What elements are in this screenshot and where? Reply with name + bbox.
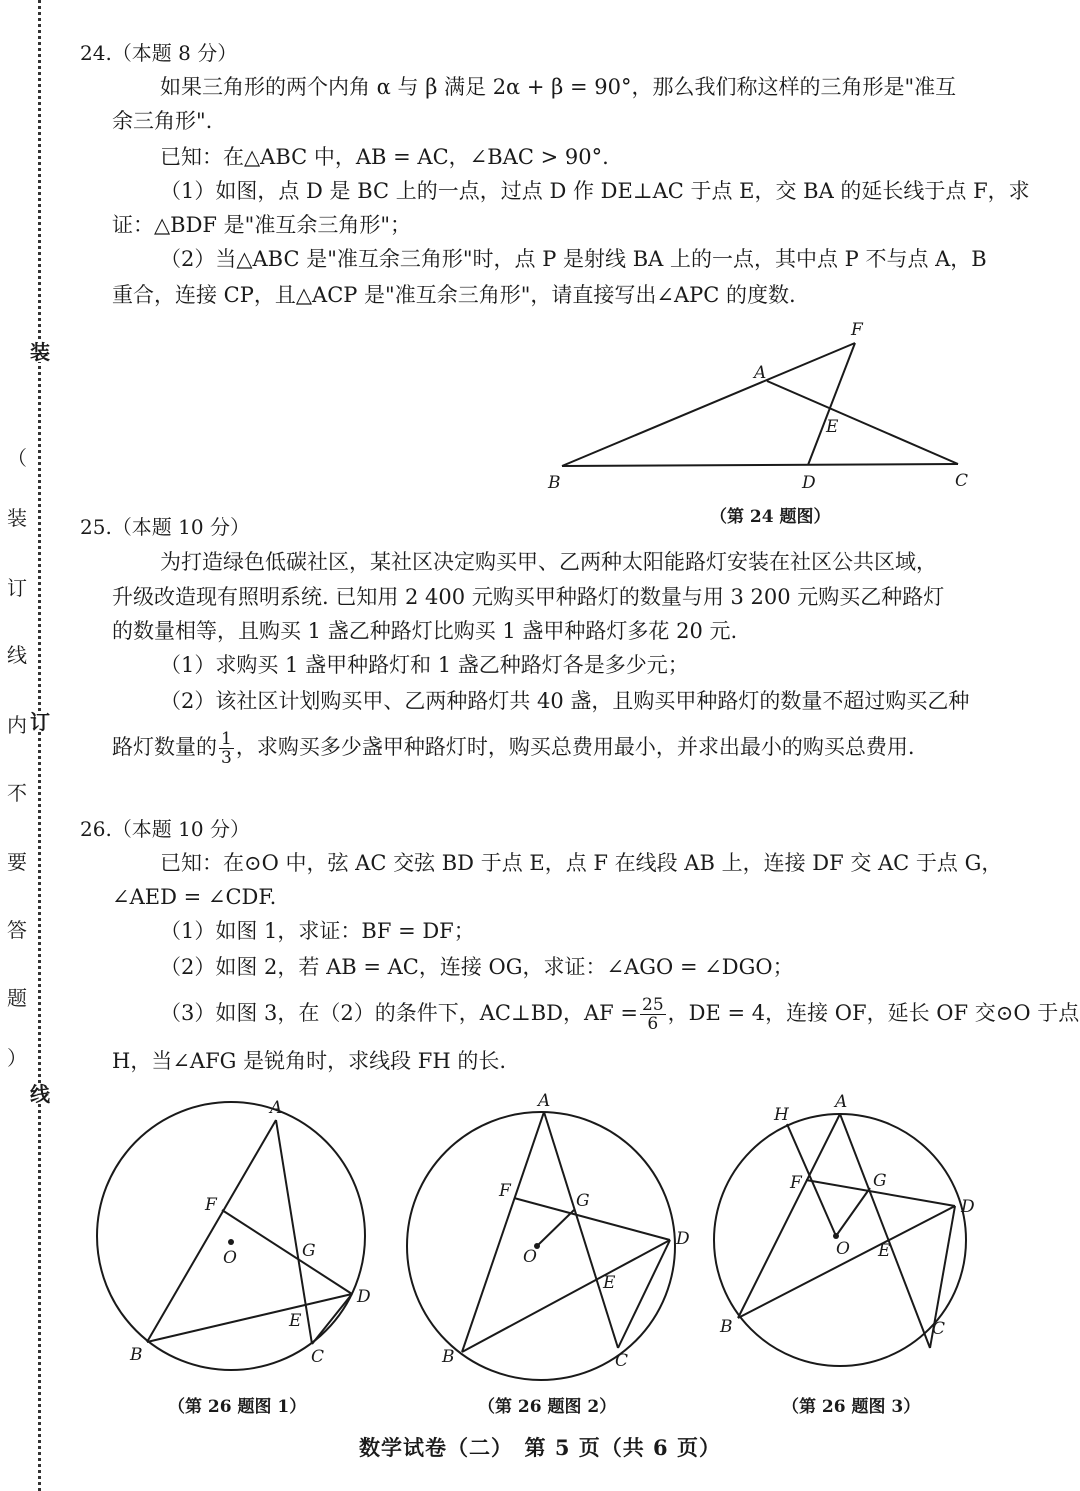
- margin-char: 不: [7, 781, 27, 805]
- fig3-label-C: C: [932, 1319, 946, 1339]
- q25-number: 25.: [80, 515, 112, 539]
- fig3-label-B: B: [720, 1317, 733, 1337]
- q26-line: ∠AED = ∠CDF.: [112, 885, 277, 909]
- fraction-numerator: 1: [221, 729, 232, 749]
- q24-line: 证：△BDF 是"准互余三角形"；: [112, 213, 411, 237]
- fig1-label-F: F: [205, 1195, 217, 1215]
- segment-OG: [537, 1210, 574, 1246]
- fig3-caption: （第 26 题图 3）: [782, 1397, 921, 1417]
- fig3-label-H: H: [774, 1105, 789, 1125]
- center-dot: [228, 1239, 234, 1245]
- fig1-label-C: C: [311, 1347, 325, 1367]
- fraction-denominator: 6: [647, 1014, 659, 1034]
- q24-line: 已知：在△ABC 中，AB = AC，∠BAC > 90°.: [160, 145, 609, 169]
- fig2-label-B: B: [442, 1347, 455, 1367]
- q25-line: 升级改造现有照明系统. 已知用 2 400 元购买甲种路灯的数量与用 3 200 元购买乙种路灯: [112, 585, 945, 609]
- q26-text: （3）如图 3，在（2）的条件下，AC⊥BD，AF =: [160, 1001, 639, 1025]
- fig2-label-F: F: [499, 1181, 511, 1201]
- q26-points: （本题 10 分）: [111, 817, 250, 841]
- q26-line: 已知：在⊙O 中，弦 AC 交弦 BD 于点 E，点 F 在线段 AB 上，连接 DF 交 AC 于点 G，: [160, 851, 1003, 875]
- fig2-label-D: D: [676, 1229, 690, 1249]
- q26-line: H，当∠AFG 是锐角时，求线段 FH 的长.: [112, 1049, 507, 1073]
- q26-text: ，DE = 4，连接 OF，延长 OF 交⊙O 于点: [667, 1001, 1080, 1025]
- circle-O: [407, 1112, 675, 1380]
- point-label-D: D: [802, 473, 816, 493]
- fig2-label-E: E: [603, 1273, 616, 1293]
- q25-line: 的数量相等，且购买 1 盏乙种路灯比购买 1 盏甲种路灯多花 20 元.: [112, 619, 738, 643]
- fig3-label-F: F: [790, 1173, 802, 1193]
- margin-char: ）: [7, 1046, 27, 1070]
- q24-number: 24.: [80, 41, 112, 65]
- q26-number: 26.: [80, 817, 112, 841]
- margin-char: （: [7, 446, 27, 470]
- point-label-A: A: [754, 363, 767, 383]
- segment-FD: [514, 1198, 670, 1240]
- fig2-label-O: O: [523, 1247, 537, 1267]
- q24-line: 重合，连接 CP，且△ACP 是"准互余三角形"，请直接写出∠APC 的度数.: [112, 283, 796, 307]
- q25-text: 路灯数量的: [112, 735, 217, 759]
- segment-FD: [222, 1210, 352, 1294]
- point-label-B: B: [548, 473, 561, 493]
- fig1-label-G: G: [302, 1241, 316, 1261]
- q24-line: 如果三角形的两个内角 α 与 β 满足 2α + β = 90°，那么我们称这样的三角形是"准互: [160, 75, 957, 99]
- fig1-label-A: A: [270, 1098, 283, 1118]
- chord-AC: [544, 1112, 618, 1348]
- point-label-F: F: [851, 320, 863, 340]
- q25-line: 为打造绿色低碳社区，某社区决定购买甲、乙两种太阳能路灯安装在社区公共区域，: [160, 550, 937, 574]
- fig2-label-C: C: [615, 1351, 629, 1371]
- fig3-label-E: E: [878, 1241, 891, 1261]
- margin-char: 装: [7, 506, 27, 530]
- chord-AB: [147, 1120, 276, 1342]
- margin-char: 订: [7, 576, 27, 600]
- fraction-numerator: 25: [642, 995, 664, 1015]
- q25-line: （2）该社区计划购买甲、乙两种路灯共 40 盏，且购买甲种路灯的数量不超过购买乙种: [160, 689, 970, 713]
- rule-label: 线: [30, 1082, 50, 1106]
- fig2-label-G: G: [576, 1191, 590, 1211]
- fig1-label-B: B: [130, 1345, 143, 1365]
- page-footer: 数学试卷（二） 第 5 页（共 6 页）: [359, 1435, 721, 1460]
- point-label-C: C: [955, 471, 969, 491]
- margin-char: 线: [7, 643, 27, 667]
- q25-line: （1）求购买 1 盏甲种路灯和 1 盏乙种路灯各是多少元；: [160, 653, 689, 677]
- fraction-denominator: 3: [221, 748, 232, 768]
- q24-line: （1）如图，点 D 是 BC 上的一点，过点 D 作 DE⊥AC 于点 E，交 BA 的延长线于点 F，求: [160, 179, 1030, 203]
- margin-char: 题: [7, 986, 27, 1010]
- segment-OG: [836, 1188, 870, 1236]
- q26-figure-1: [97, 1102, 365, 1370]
- q24-points: （本题 8 分）: [111, 41, 238, 65]
- q26-line: （1）如图 1，求证：BF = DF；: [160, 919, 475, 943]
- fig1-caption: （第 26 题图 1）: [168, 1397, 307, 1417]
- rule-label: 装: [30, 340, 50, 364]
- fig1-label-D: D: [357, 1287, 371, 1307]
- fig1-label-E: E: [289, 1311, 302, 1331]
- fig2-label-A: A: [538, 1091, 551, 1111]
- fig3-label-G: G: [873, 1171, 887, 1191]
- fig3-label-A: A: [835, 1092, 848, 1112]
- circle-O: [97, 1102, 365, 1370]
- chord-BD: [462, 1240, 670, 1352]
- margin-char: 内: [7, 713, 27, 737]
- q24-caption: （第 24 题图）: [710, 507, 831, 527]
- q24-line: 余三角形".: [112, 109, 213, 133]
- margin-char: 要: [7, 850, 27, 874]
- q26-figure-2: [407, 1112, 675, 1380]
- fig3-label-D: D: [961, 1197, 975, 1217]
- chord-AB: [738, 1114, 840, 1318]
- q26-line: （2）如图 2，若 AB = AC，连接 OG，求证：∠AGO = ∠DGO；: [160, 955, 794, 979]
- fig1-label-O: O: [223, 1248, 237, 1268]
- fig3-label-O: O: [836, 1239, 850, 1259]
- q25-text: ，求购买多少盏甲种路灯时，购买总费用最小，并求出最小的购买总费用.: [235, 735, 915, 759]
- chord-AB: [462, 1112, 544, 1352]
- q24-line: （2）当△ABC 是"准互余三角形"时，点 P 是射线 BA 上的一点，其中点 P 不与点 A，B: [160, 247, 987, 271]
- point-label-E: E: [826, 417, 839, 437]
- fig2-caption: （第 26 题图 2）: [478, 1397, 617, 1417]
- rule-label: 订: [30, 710, 50, 734]
- chord-AC: [840, 1114, 930, 1348]
- q25-points: （本题 10 分）: [111, 515, 250, 539]
- margin-char: 答: [7, 918, 27, 942]
